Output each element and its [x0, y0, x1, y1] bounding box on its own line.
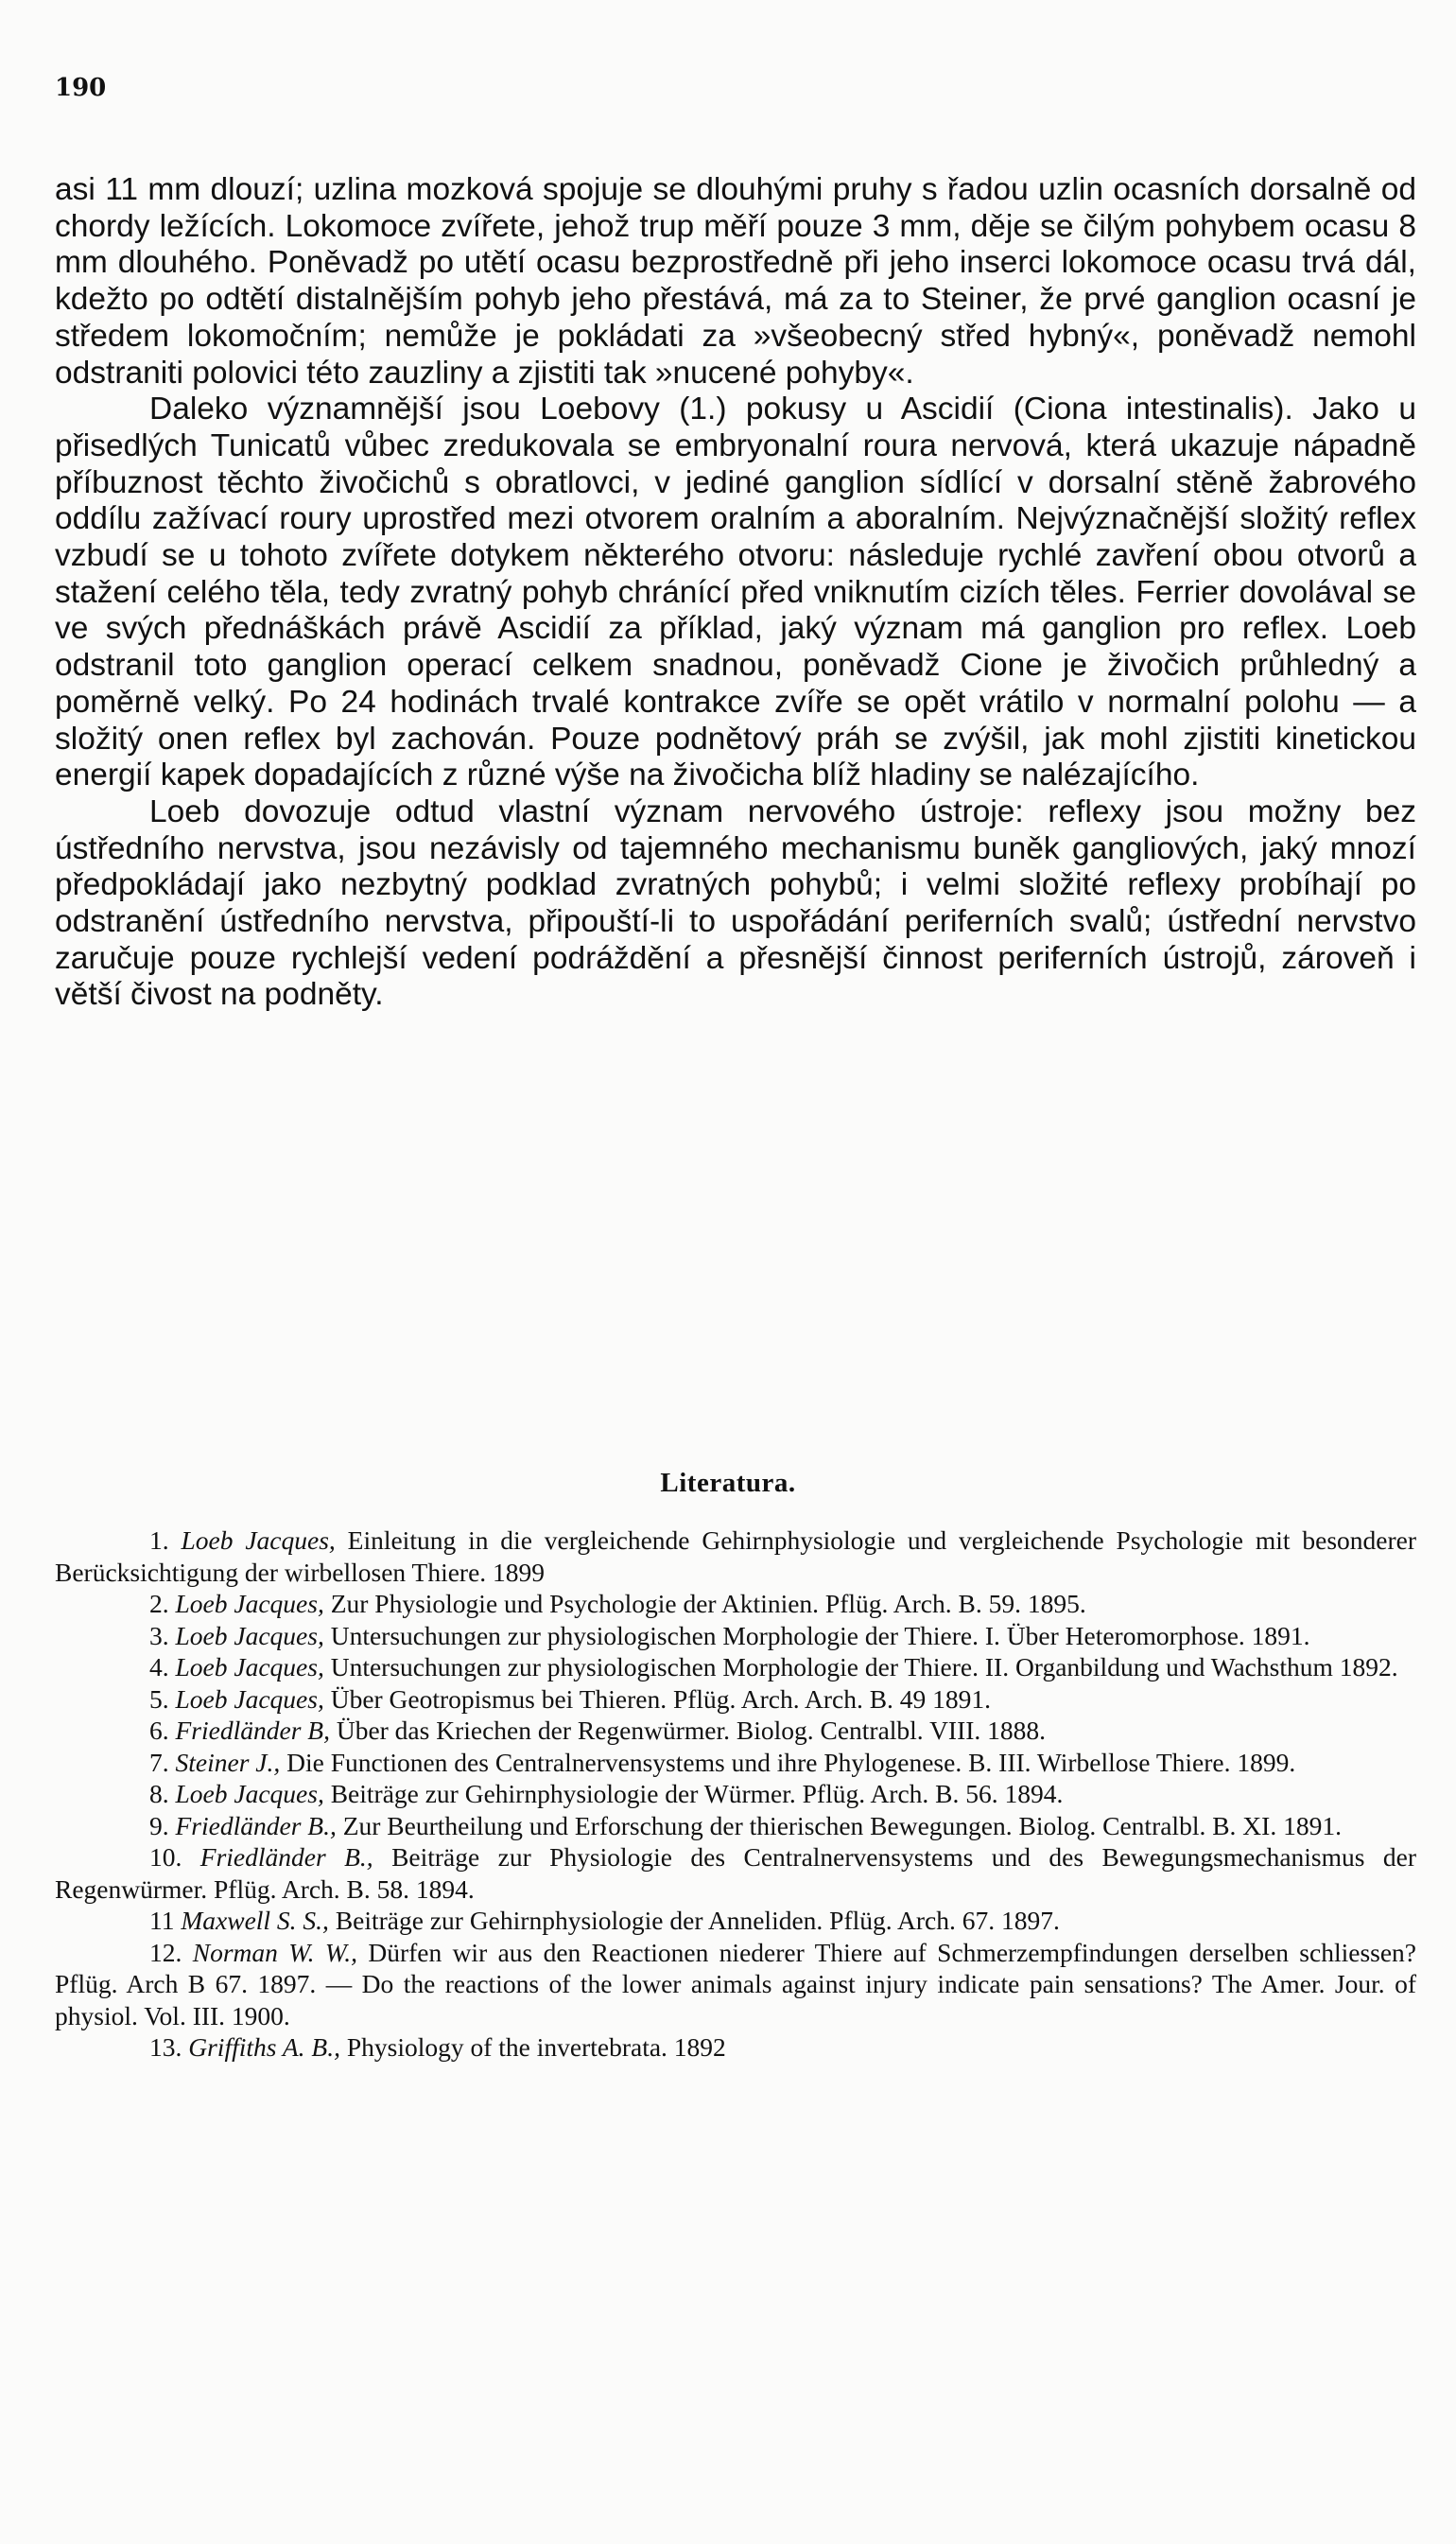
page-number: 190	[55, 74, 107, 102]
reference-author: Steiner J.,	[175, 1747, 281, 1777]
reference-item	[55, 1747, 1416, 1779]
reference-item	[55, 1651, 1416, 1683]
reference-number: 2.	[149, 1589, 169, 1618]
reference-author: Friedländer B.,	[199, 1842, 373, 1872]
reference-number: 6.	[149, 1716, 169, 1745]
reference-number: 3.	[149, 1620, 169, 1650]
reference-text: Über Geotropismus bei Thieren. Pflüg. Arch. Arch. B. 49 1891.	[323, 1683, 992, 1714]
body-text	[55, 172, 1416, 1014]
reference-list	[55, 1525, 1416, 2064]
reference-number: 9.	[149, 1810, 169, 1840]
reference-item	[55, 1810, 1416, 1842]
reference-number: 4.	[149, 1652, 169, 1681]
reference-item	[55, 1715, 1416, 1747]
reference-author: Loeb Jacques,	[175, 1683, 324, 1714]
reference-text: Untersuchungen zur physiologischen Morphologie der Thiere. II. Organbildung und Wachsthum 1892.	[323, 1652, 1398, 1681]
reference-text: Über das Kriechen der Regenwürmer. Biolog. Centralbl. VIII. 1888.	[329, 1716, 1047, 1745]
reference-item	[55, 1841, 1416, 1905]
reference-number: 11	[149, 1906, 175, 1935]
reference-text: Zur Physiologie und Psychologie der Aktinien. Pflüg. Arch. B. 59. 1895.	[323, 1589, 1086, 1618]
reference-number: 13.	[149, 2032, 182, 2062]
reference-author: Loeb Jacques,	[175, 1589, 324, 1618]
reference-author: Loeb Jacques,	[175, 1652, 324, 1681]
reference-item	[55, 1525, 1416, 1588]
reference-item	[55, 1620, 1416, 1652]
reference-number: 7.	[149, 1747, 169, 1777]
reference-item	[55, 1778, 1416, 1810]
reference-text: Die Functionen des Centralnervensystems und ihre Phylogenese. B. III. Wirbellose Thiere. 1899.	[280, 1747, 1296, 1777]
reference-author: Griffiths A. B.,	[188, 2032, 340, 2062]
reference-text: Beiträge zur Physiologie des Centralnervensystems und des Bewegungsmechanismus der Regenwürmer. Pflüg. Arch. B. 58. 1894.	[55, 1842, 1417, 1904]
reference-author: Norman W. W.,	[192, 1937, 357, 1967]
reference-item	[55, 2031, 1416, 2064]
reference-item	[55, 1588, 1416, 1620]
reference-number: 5.	[149, 1683, 169, 1714]
reference-text: Einleitung in die vergleichende Gehirnphysiologie und vergleichende Psychologie mit besonderer Berücksichtigung der wirbellosen Thiere. 1899	[55, 1525, 1417, 1587]
reference-author: Friedländer B.,	[175, 1810, 337, 1840]
reference-author: Maxwell S. S.,	[181, 1906, 329, 1935]
reference-number: 1.	[149, 1525, 169, 1555]
paragraph: asi 11 mm dlouzí; uzlina mozková spojuje se dlouhými pruhy s řadou uzlin ocasních dorsalně od chordy ležících. Lokomoce zvířete, jehož trup měří pouze 3 mm, děje se čilým pohybem ocasu 8 mm dlouhého. Poněvadž po utětí ocasu bezprostředně při jeho inserci lokomoce ocasu trvá dál, kdežto po odtětí distalnějším pohyb jeho přestává, má za to Steiner, že prvé ganglion ocasní je středem lokomočním; nemůže je pokládati za »všeobecný střed hybný«, poněvadž nemohl odstraniti polovici této zauzliny a zjistiti tak »nucené pohyby«.	[55, 172, 1416, 391]
reference-author: Friedländer B,	[175, 1716, 330, 1745]
reference-item	[55, 1683, 1416, 1716]
reference-author: Loeb Jacques,	[181, 1525, 336, 1555]
literature-heading: Literatura.	[660, 1468, 796, 1498]
reference-text: Beiträge zur Gehirnphysiologie der Würmer. Pflüg. Arch. B. 56. 1894.	[323, 1779, 1064, 1808]
reference-author: Loeb Jacques,	[175, 1779, 324, 1808]
reference-item	[55, 1937, 1416, 2032]
paragraph: Loeb dovozuje odtud vlastní význam nervového ústroje: reflexy jsou možny bez ústředního nervstva, jsou nezávisly od tajemného mechanismu buněk gangliových, jaký mnozí předpokládají jako nezbytný podklad zvratných pohybů; i velmi složité reflexy probíhají po odstranění ústředního nervstva, připouští-li to uspořádání periferních svalů; ústřední nervstvo zaručuje pouze rychlejší vedení podráždění a přesnější činnost periferních ústrojů, zároveň i větší čivost na podněty.	[55, 793, 1416, 1013]
reference-text: Physiology of the invertebrata. 1892	[339, 2032, 726, 2062]
reference-number: 8.	[149, 1779, 169, 1808]
reference-number: 12.	[149, 1937, 182, 1967]
reference-text: Zur Beurtheilung und Erforschung der thierischen Bewegungen. Biolog. Centralbl. B. XI. 1891.	[336, 1810, 1342, 1840]
reference-text: Beiträge zur Gehirnphysiologie der Anneliden. Pflüg. Arch. 67. 1897.	[328, 1906, 1060, 1935]
reference-text: Dürfen wir aus den Reactionen niederer Thiere auf Schmerzempfindungen derselben schliessen? Pflüg. Arch B 67. 1897. — Do the reactions of the lower animals against injury indicate pain sensations? The Amer. Jour. of physiol. Vol. III. 1900.	[55, 1937, 1417, 2030]
reference-text: Untersuchungen zur physiologischen Morphologie der Thiere. I. Über Heteromorphose. 1891.	[323, 1620, 1310, 1650]
reference-author: Loeb Jacques,	[175, 1620, 324, 1650]
reference-item	[55, 1905, 1416, 1937]
reference-number: 10.	[149, 1842, 182, 1872]
paragraph: Daleko významnější jsou Loebovy (1.) pokusy u Ascidií (Ciona intestinalis). Jako u přisedlých Tunicatů vůbec zredukovala se embryonalní roura nervová, která ukazuje nápadně příbuznost těchto živočichů s obratlovci, v jediné ganglion sídlící v dorsalní stěně žabrového oddílu zažívací roury uprostřed mezi otvorem oralním a aboralním. Nejvýznačnější složitý reflex vzbudí se u tohoto zvířete dotykem některého otvoru: následuje rychlé zavření obou otvorů a stažení celého těla, tedy zvratný pohyb chránící před vniknutím cizích těles. Ferrier dovolával se ve svých přednáškách právě Ascidií za příklad, jaký význam má ganglion pro reflex. Loeb odstranil toto ganglion operací celkem snadnou, poněvadž Cione je živočich průhledný a poměrně velký. Po 24 hodinách trvalé kontrakce zvíře se opět vrátilo v normalní polohu — a složitý onen reflex byl zachován. Pouze podnětový práh se zvýšil, jak mohl zjistiti kinetickou energií kapek dopadajících z různé výše na živočicha blíž hladiny se nalézajícího.	[55, 392, 1416, 793]
